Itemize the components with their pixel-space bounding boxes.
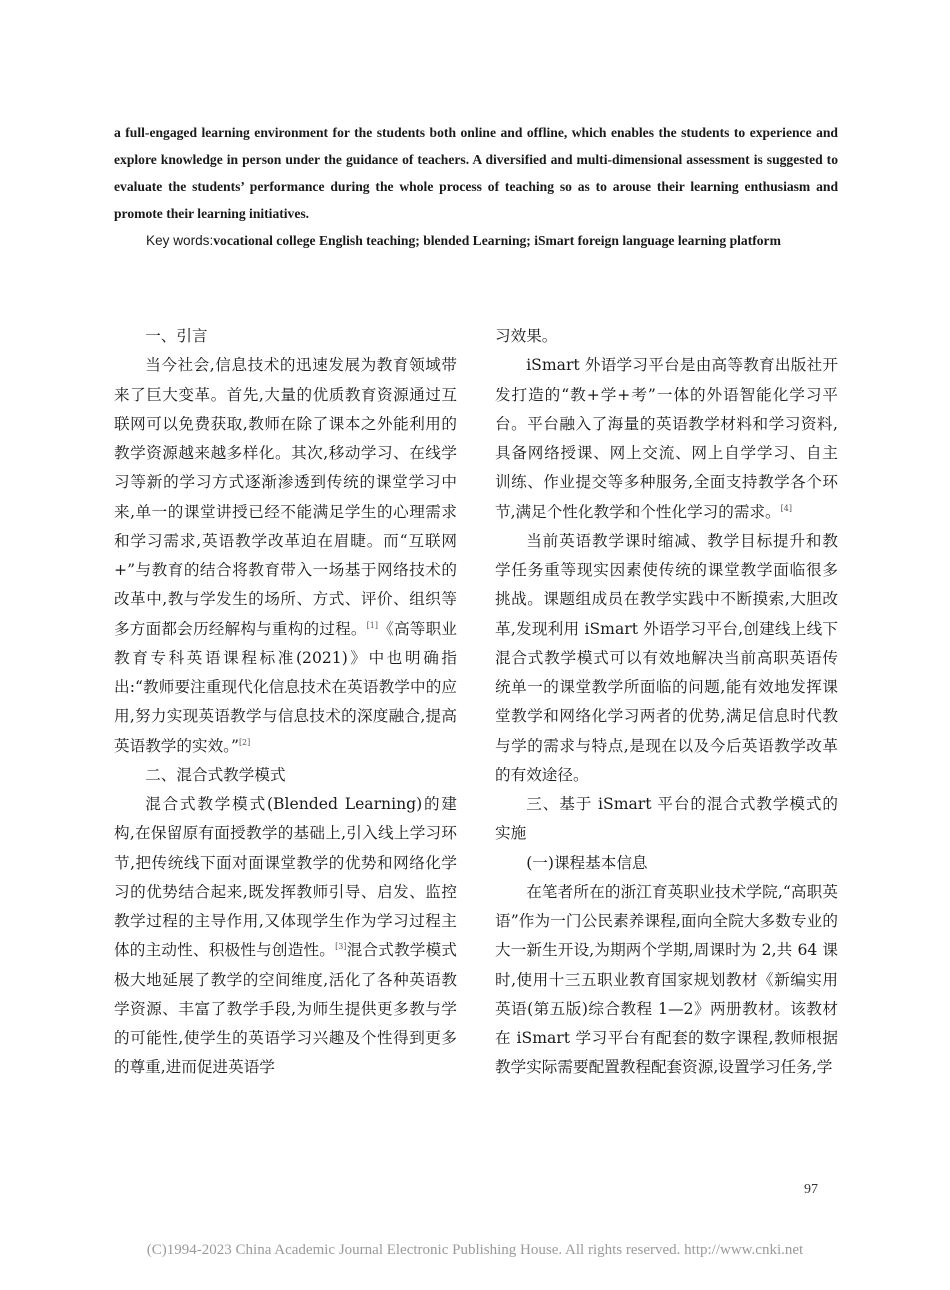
keywords-label: Key words: bbox=[146, 233, 214, 248]
citation-ref[interactable]: [4] bbox=[780, 503, 792, 513]
paragraph-text: iSmart 外语学习平台是由高等教育出版社开发打造的“教+学+考”一体的外语智能化学习平台。平台融入了海量的英语教学材料和学习资料,具备网络授课、网上交流、网上自学学习、自主训练、作业提交等多种服务,全面支持教学各个环节,满足个性化教学和个性化学习的需求。 bbox=[495, 356, 838, 521]
paragraph-text: 混合式教学模式(Blended Learning)的建构,在保留原有面授教学的基础上,引入线上学习环节,把传统线下面对面课堂教学的优势和网络化学习的优势结合起来,既发挥教师引导、启发、监控教学过程的主导作用,又体现学生作为学习过程主体的主动性、积极性与创造性。 bbox=[114, 795, 457, 960]
section-heading-blended-learning: 二、混合式教学模式 bbox=[145, 765, 286, 784]
citation-ref[interactable]: [1] bbox=[366, 620, 379, 630]
left-column bbox=[114, 322, 457, 1083]
paragraph bbox=[114, 351, 457, 761]
page-number: 97 bbox=[804, 1182, 818, 1197]
paragraph-continuation: 习效果。 bbox=[495, 327, 558, 345]
section-heading-introduction: 一、引言 bbox=[145, 327, 208, 345]
paragraph bbox=[114, 790, 457, 1083]
right-column bbox=[495, 322, 838, 1083]
copyright-notice: (C)1994-2023 China Academic Journal Electronic Publishing House. All rights reserved. http://www.cnki.net bbox=[146, 1242, 804, 1258]
citation-ref[interactable]: [2] bbox=[238, 737, 251, 747]
keywords-text: vocational college English teaching; blended Learning; iSmart foreign language learning platform bbox=[213, 233, 781, 248]
abstract bbox=[114, 119, 838, 227]
paragraph-text: 当今社会,信息技术的迅速发展为教育领域带来了巨大变革。首先,大量的优质教育资源通过互联网可以免费获取,教师在除了课本之外能利用的教学资源越来越多样化。其次,移动学习、在线学习等新的学习方式逐渐渗透到传统的课堂学习中来,单一的课堂讲授已经不能满足学生的心理需求和学习需求,英语教学改革迫在眉睫。而“互联网+”与教育的结合将教育带入一场基于网络技术的改革中,教与学发生的场所、方式、评价、组织等多方面都会历经解构与重构的过程。 bbox=[114, 356, 457, 638]
paragraph: 在笔者所在的浙江育英职业技术学院,“高职英语”作为一门公民素养课程,面向全院大多数专业的大一新生开设,为期两个学期,周课时为 2,共 64 课时,使用十三五职业教育国家规划教材《新编实用英语(第五版)综合教程 1—2》两册教材。该教材在 iSmart 学习平台有配套的数字课程,教师根据教学实际需要配置教程配套资源,设置学习任务,学 bbox=[495, 882, 838, 1077]
paragraph bbox=[495, 351, 838, 527]
section-heading-implementation: 三、基于 iSmart 平台的混合式教学模式的实施 bbox=[495, 795, 838, 843]
subsection-heading-course-info: (一)课程基本信息 bbox=[526, 853, 648, 872]
abstract-text: a full-engaged learning environment for the students both online and offline, which enables the students to experience and explore knowledge in person under the guidance of teachers. A diversified and multi-dimensional assessment is suggested to evaluate the students’ performance during the whole process of teaching so as to arouse their learning enthusiasm and promote their learning initiatives. bbox=[114, 125, 838, 221]
paragraph: 当前英语教学课时缩减、教学目标提升和教学任务重等现实因素使传统的课堂教学面临很多挑战。课题组成员在教学实践中不断摸索,大胆改革,发现利用 iSmart 外语学习平台,创建线上线下混合式教学模式可以有效地解决当前高职英语传统单一的课堂教学所面临的问题,能有效地发挥课堂教学和网络化学习两者的优势,满足信息时代教与学的需求与特点,是现在以及今后英语教学改革的有效途径。 bbox=[495, 531, 838, 784]
keywords bbox=[114, 227, 838, 254]
citation-ref[interactable]: [3] bbox=[335, 942, 347, 952]
paragraph-text: 《高等职业教育专科英语课程标准(2021)》中也明确指出:“教师要注重现代化信息技术在英语教学中的应用,努力实现英语教学与信息技术的深度融合,提高英语教学的实效。” bbox=[114, 619, 457, 755]
paragraph-text: 混合式教学模式极大地延展了教学的空间维度,活化了各种英语教学资源、丰富了教学手段,为师生提供更多教与学的可能性,使学生的英语学习兴趣及个性得到更多的尊重,进而促进英语学 bbox=[114, 941, 457, 1077]
